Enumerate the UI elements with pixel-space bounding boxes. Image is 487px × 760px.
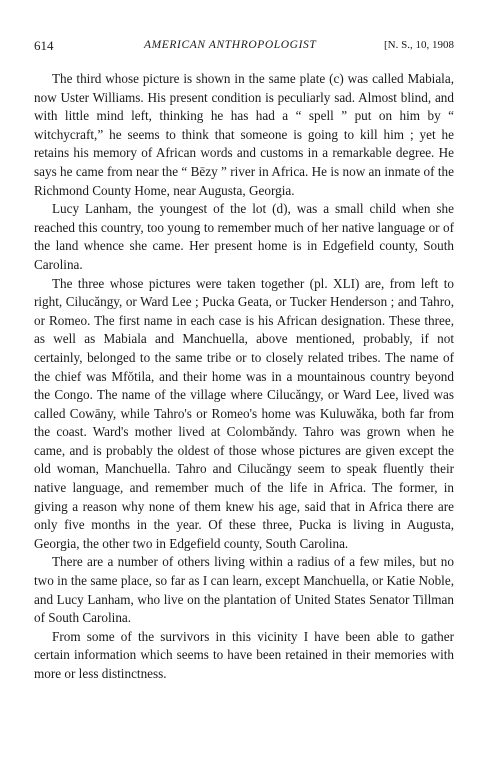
- running-head: [34, 38, 454, 58]
- paragraph: From some of the survivors in this vicinity I have been able to gather certain information which seems to have been retained in their memories with more or less distinctness.: [34, 628, 454, 681]
- paragraph: There are a number of others living within a radius of a few miles, but no two in the same place, so far as I can learn, except Manchuella, or Katie Noble, and Lucy Lanham, who live on the plantation of United States Senator Tillman of South Carolina.: [34, 554, 454, 626]
- paragraph: Lucy Lanham, the youngest of the lot (d), was a small child when she reached this country, too young to remember much of her native language or of the land whence she came. Her present home is in Edgefield county, South Carolina.: [34, 201, 454, 272]
- journal-title: AMERICAN ANTHROPOLOGIST: [144, 39, 317, 51]
- paragraph: The three whose pictures were taken together (pl. XLI) are, from left to right, Cilucăngy, or Ward Lee ; Pucka Geata, or Tucker Henderson ; and Tahro, or Romeo. The first name in each case is his African designation. These three, as well as Mabiala and Manchuella, above mentioned, probably, if not certainly, belonged to the same tribe or to closely related tribes. The name of the chief was Mfŏtila, and their home was in a mountainous country beyond the Congo. The name of the village where Cilucăngy, or Ward Lee, lived was called Cowāny, while Tahro's or Romeo's home was Kuluwăka, both far from the coast. Ward's mother lived at Colombăndy. Tahro was grown when he came, and is probably the oldest of those whose pictures are given except the old woman, Manchuella. Tahro and Cilucăngy seem to speak fluently their native language, and remember much of the life in Africa. The former, in giving a reason why none of them knew his age, said that in Africa there are only five months in the year. Of these three, Pucka is living in Augusta, Georgia, the other two in Edgefield county, South Carolina.: [34, 275, 454, 551]
- body-text: [34, 70, 454, 684]
- book-page: [34, 38, 454, 684]
- paragraph: The third whose picture is shown in the same plate (c) was called Mabiala, now Uster Williams. His present condition is peculiarly sad. Almost blind, and with little mind left, thinking he has had a “ spell ” put on him by “ witchycraft,” he seems to think that someone is going to kill him ; yet he retains his memory of African words and customs in a remarkable degree. He says he came from near the “ Bēzy ” river in Africa. He is now an inmate of the Richmond County Home, near Augusta, Georgia.: [34, 71, 454, 198]
- page-number: 614: [34, 38, 54, 53]
- series-info: [N. S., 10, 1908: [384, 39, 454, 51]
